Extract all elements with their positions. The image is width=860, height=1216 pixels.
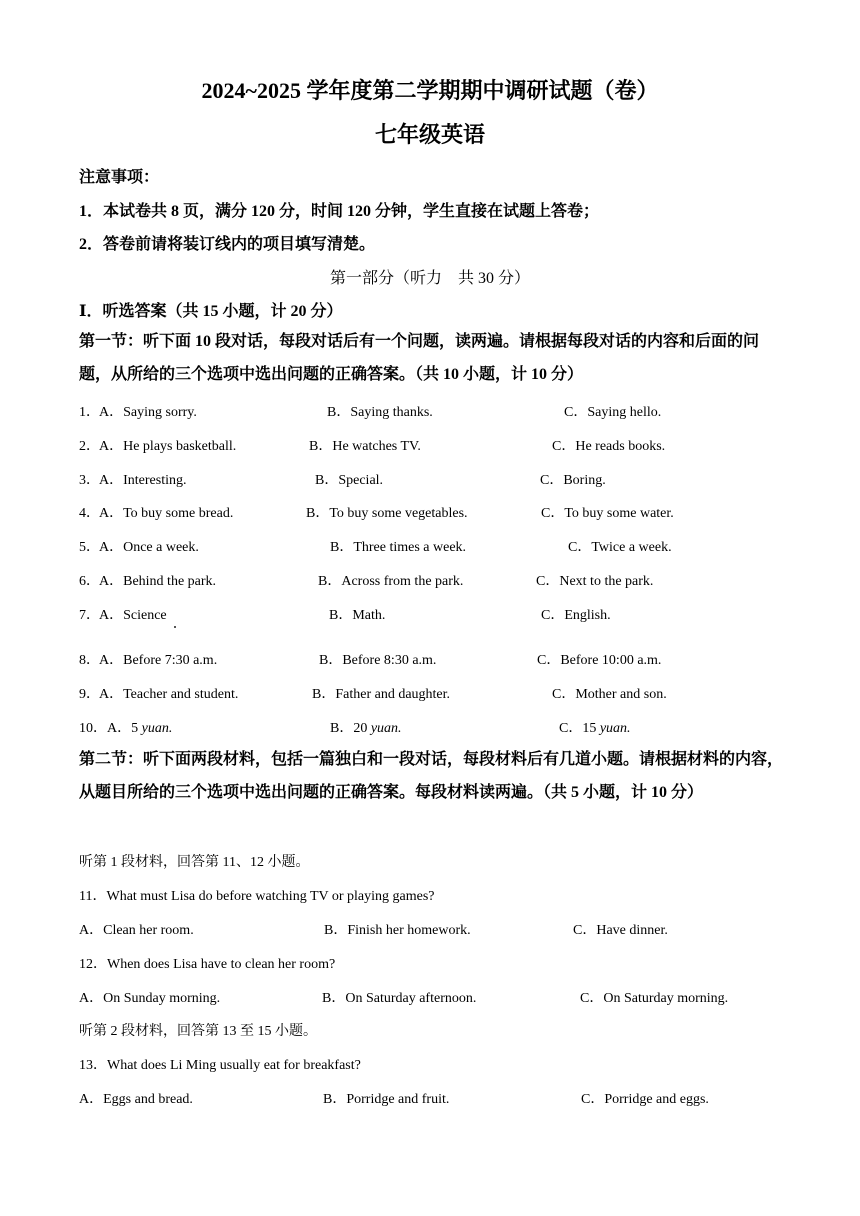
section1-instructions: 第一节：听下面 10 段对话，每段对话后有一个问题，读两遍。请根据每段对话的内容和后面的问题，从所给的三个选项中选出问题的正确答案。（共 10 小题，计 10 分）	[79, 333, 760, 383]
question-row	[79, 604, 799, 624]
option-c: C．Boring.	[540, 473, 606, 488]
option-c: C．To buy some water.	[541, 506, 674, 521]
option-c: C．Before 10:00 a.m.	[537, 653, 662, 668]
option-b: B．Math.	[329, 608, 386, 623]
option-b: B．Father and daughter.	[312, 687, 451, 702]
option-a: A．To buy some bread.	[99, 506, 234, 521]
option-b-text: B．20	[330, 721, 371, 736]
option-a: A．Before 7:30 a.m.	[99, 653, 218, 668]
question-13-stem: 13．What does Li Ming usually eat for breakfast?	[79, 1058, 361, 1073]
notes-heading: 注意事项：	[79, 169, 160, 186]
option-c: C．Porridge and eggs.	[581, 1092, 709, 1107]
option-a	[107, 717, 172, 737]
option-b: B．Porridge and fruit.	[323, 1092, 450, 1107]
option-c-text: C．15	[559, 721, 600, 736]
note-item-2: 2．答卷前请将装订线内的项目填写清楚。	[79, 236, 376, 253]
unit-yuan: yuan.	[599, 721, 631, 736]
option-a: A．Interesting.	[99, 473, 187, 488]
question-row	[79, 401, 799, 421]
question-number: 2．	[79, 439, 100, 454]
note-item-1: 1．本试卷共 8 页，满分 120 分，时间 120 分钟，学生直接在试题上答卷；	[79, 203, 600, 220]
option-b: B．Before 8:30 a.m.	[319, 653, 437, 668]
question-11-stem: 11．What must Lisa do before watching TV or playing games?	[79, 889, 435, 904]
question-12-stem: 12．When does Lisa have to clean her room?	[79, 957, 336, 972]
material2-note: 听第 2 段材料，回答第 13 至 15 小题。	[79, 1024, 317, 1039]
option-b: B．Across from the park.	[318, 574, 464, 589]
option-b: B．Saying thanks.	[327, 405, 433, 420]
question-number: 4．	[79, 506, 100, 521]
question-number: 5．	[79, 540, 100, 555]
question-row	[79, 502, 799, 522]
question-row	[79, 683, 799, 703]
option-b: B．To buy some vegetables.	[306, 506, 468, 521]
option-c: C．English.	[541, 608, 611, 623]
question-row	[79, 435, 799, 455]
option-c	[559, 717, 631, 737]
question-number: 1．	[79, 405, 100, 420]
question-row	[79, 1088, 799, 1108]
option-b: B．He watches TV.	[309, 439, 421, 454]
section1-title: Ⅰ．听选答案（共 15 小题，计 20 分）	[79, 303, 343, 320]
stray-mark	[174, 626, 176, 628]
option-c: C．Mother and son.	[552, 687, 667, 702]
unit-yuan: yuan.	[141, 721, 173, 736]
option-b: B．Finish her homework.	[324, 923, 471, 938]
question-number: 6．	[79, 574, 100, 589]
section2-instructions: 第二节：听下面两段材料，包括一篇独白和一段对话，每段材料后有几道小题。请根据材料的内容，从题目所给的三个选项中选出问题的正确答案。每段材料读两遍。（共 5 小题，计 10 分）	[79, 751, 784, 801]
option-c: C．He reads books.	[552, 439, 666, 454]
option-a: A．Teacher and student.	[99, 687, 239, 702]
option-c: C．Saying hello.	[564, 405, 662, 420]
option-a: A．Saying sorry.	[99, 405, 197, 420]
option-a: A．Eggs and bread.	[79, 1092, 193, 1107]
exam-subtitle: 七年级英语	[374, 122, 485, 147]
question-number: 10．	[79, 721, 107, 736]
question-row	[79, 649, 799, 669]
question-row	[79, 717, 799, 737]
question-row	[79, 469, 799, 489]
option-b: B．On Saturday afternoon.	[322, 991, 477, 1006]
option-a: A．Once a week.	[99, 540, 199, 555]
question-number: 8．	[79, 653, 100, 668]
part1-heading: 第一部分（听力 共 30 分）	[329, 270, 530, 287]
option-a-text: A．5	[107, 721, 142, 736]
option-c: C．Twice a week.	[568, 540, 672, 555]
question-row	[79, 919, 799, 939]
option-b: B．Three times a week.	[330, 540, 467, 555]
question-number: 9．	[79, 687, 100, 702]
unit-yuan: yuan.	[370, 721, 402, 736]
question-row	[79, 987, 799, 1007]
material1-note: 听第 1 段材料，回答第 11、12 小题。	[79, 855, 310, 870]
option-b	[330, 717, 402, 737]
option-a: A．On Sunday morning.	[79, 991, 221, 1006]
option-a: A．Science	[99, 608, 167, 623]
option-c: C．On Saturday morning.	[580, 991, 729, 1006]
option-c: C．Next to the park.	[536, 574, 654, 589]
exam-title: 2024~2025 学年度第二学期期中调研试题（卷）	[201, 78, 659, 103]
question-row	[79, 536, 799, 556]
option-a: A．Clean her room.	[79, 923, 194, 938]
option-a: A．He plays basketball.	[99, 439, 237, 454]
option-a: A．Behind the park.	[99, 574, 217, 589]
question-row	[79, 570, 799, 590]
question-number: 3．	[79, 473, 100, 488]
option-b: B．Special.	[315, 473, 384, 488]
option-c: C．Have dinner.	[573, 923, 668, 938]
question-number: 7．	[79, 608, 100, 623]
